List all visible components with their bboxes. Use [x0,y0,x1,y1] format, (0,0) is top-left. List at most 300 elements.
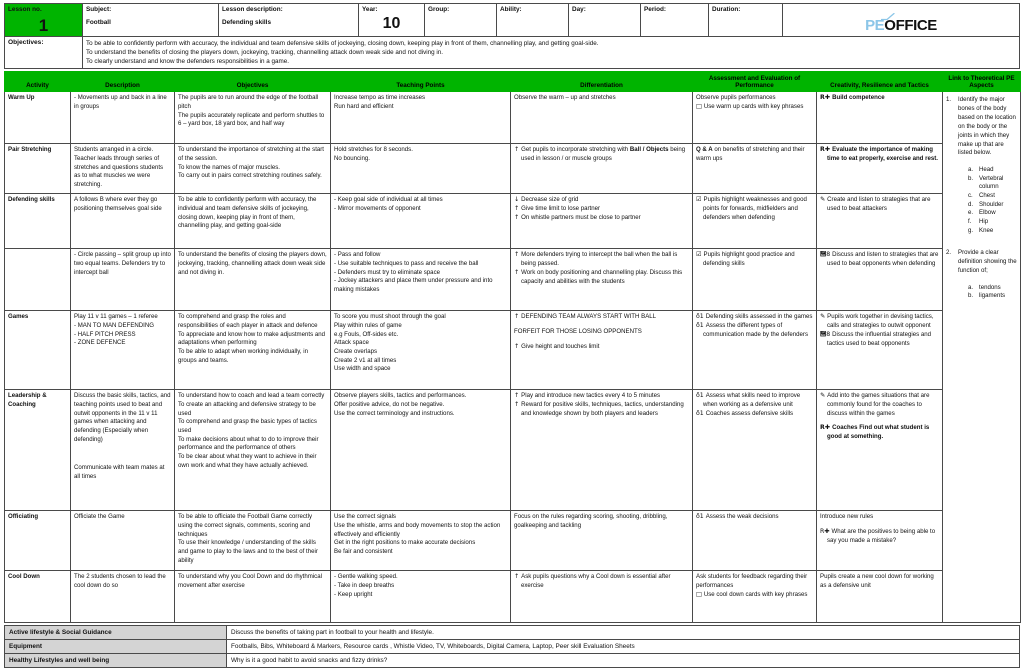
eye-icon: ὄ1 [696,313,706,321]
pencil-icon: ✎ [820,392,828,400]
header-cell-duration[interactable] [709,4,783,37]
objectives-line [178,436,327,453]
objectives-line [178,164,327,173]
creativity-text: Discuss and listen to strategies that are used to beat opponents when defending [827,251,939,268]
theory-item-number: 2. [946,249,952,257]
differentiation-text: FORFEIT FOR THOSE LOSING OPPONENTS [514,328,642,336]
assessment-text: Assess the weak decisions [705,513,779,521]
checkbox-icon: ☑ [696,196,704,204]
up-arrow-icon: ↑ [514,342,522,350]
description-text: The 2 students chosen to lead the cool down do so [74,573,166,590]
assessment-line [696,573,813,590]
description-line [74,464,171,481]
assessment-text: Assess the different types of communication made by the defenders [703,322,809,338]
teaching-text: - Take in deep breaths [334,582,395,590]
creativity-text: What are the positives to being able to say you made a mistake? [827,528,936,544]
speech-bubble-icon: ὞8 [820,330,833,338]
objectives-line [178,392,327,401]
objectives-text: To be able to officiate the Football Game correctly using the correct signals, comments, scoring and techniques [178,513,313,538]
table-row[interactable] [5,571,1021,623]
cell-description[interactable] [71,311,175,390]
teaching-text: Use the correct terminology and instructions. [334,409,455,417]
teaching-line [334,205,507,214]
teaching-text: Increase tempo as time increases [334,94,426,102]
theory-subitem-letter: b. [968,174,974,182]
col-header-assessment: Assessment and Evaluation of Performance [693,72,817,92]
teaching-text: Offer positive advice, do not be negative. [334,401,445,409]
objectives-line [178,112,327,129]
assessment-line [696,322,813,339]
assessment-line [696,146,813,163]
theory-subitem-letter: c. [968,192,973,200]
description-line [74,313,171,322]
cell-activity[interactable] [5,92,71,144]
assessment-text: Ask students for feedback regarding their performances [696,573,808,590]
creativity-text: Pupils work together in devising tactics, calls and strategies to outwit opponent [827,313,934,330]
cell-description[interactable] [71,571,175,623]
eye-icon: ὄ1 [696,513,706,521]
group-label: Group: [428,6,450,13]
theory-subitem-text: Chest [979,192,995,200]
cell-teaching-points[interactable] [331,144,511,194]
cell-creativity[interactable] [817,249,943,311]
objectives-line [178,313,327,330]
assessment-line [696,251,813,268]
creativity-line [820,196,939,213]
theory-item [946,96,1017,158]
teaching-line [334,269,507,278]
theory-spacer [946,235,1017,249]
cell-teaching-points[interactable] [331,571,511,623]
assessment-text: Use cool down cards with key phrases [703,590,808,598]
cell-description[interactable] [71,194,175,249]
up-arrow-icon: ↑ [514,205,522,213]
theory-subitem-text: Hip [979,218,989,226]
teaching-line [334,591,507,600]
differentiation-text: Reward for positive skills, techniques, tactics, understanding and knowledge shown by both players and leaders [521,401,684,417]
creativity-line [820,94,939,103]
theory-subitem-text: tendons [979,283,1001,291]
objective-line-2: To understand the benefits of closing the players down, jockeying, tracking, channelling attack down weak side and not diving in. [86,49,444,57]
objectives-text: To understand why you Cool Down and do rhythmical movement after exercise [178,573,322,590]
cell-description[interactable] [71,390,175,511]
emphasis-text: Ball / Objects [629,146,669,154]
cell-creativity[interactable] [817,571,943,623]
day-label: Day: [572,6,586,13]
objectives-text: The pupils accurately replicate and perform shuttles to 6 – yard box, 18 yard box, and half way [178,111,325,128]
differentiation-line [514,196,689,205]
cell-assessment[interactable] [693,144,817,194]
col-header-differentiation: Differentiation [511,72,693,92]
activity-label: Leadership & Coaching [8,392,47,409]
objectives-line [178,331,327,348]
eye-icon: ὄ1 [696,409,706,417]
cell-description[interactable] [71,92,175,144]
assessment-text: Coaches assess defensive skills [705,409,794,417]
teaching-line [334,339,507,348]
group-value [428,14,493,19]
creativity-text: Pupils create a new cool down for working as a defensive unit [820,573,934,590]
lesson-no-value: 1 [38,16,49,35]
cell-differentiation[interactable] [511,92,693,144]
cell-objectives[interactable] [175,249,331,311]
objectives-line [178,146,327,163]
lesson-footer-table [4,625,1020,668]
teaching-text: Create overlaps [334,347,378,355]
theory-subitem [968,284,1017,293]
cell-differentiation[interactable] [511,390,693,511]
theory-item-text: Provide a clear definition showing the function of; [958,249,1017,274]
creativity-line [820,313,939,330]
objectives-line [178,196,327,231]
creativity-text: Discuss the influential strategies and tactics used to beat opponents [827,330,932,347]
objectives-line [178,573,327,590]
theory-subitem-text: ligaments [979,292,1006,300]
objectives-line [178,539,327,565]
creativity-line [820,424,939,441]
theory-item [946,249,1017,275]
up-arrow-icon: ↑ [514,392,522,400]
differentiation-text: Give height and touches limit [521,342,600,350]
assessment-line [696,196,813,222]
differentiation-line [514,205,689,214]
differentiation-line [514,94,689,103]
teaching-line [334,401,507,410]
cell-creativity[interactable] [817,194,943,249]
theory-subitem [968,192,1017,201]
assessment-line [696,410,813,419]
footer-label-active-lifestyle: Active lifestyle & Social Guidance [5,626,227,640]
objectives-text: To be able to confidently perform with accuracy, the individual and team defensive skills of jockeying, closing down, keeping play in front of them, channelling play, and getting goal-side [178,196,317,230]
cell-teaching-points[interactable] [331,311,511,390]
teaching-line [334,260,507,269]
activity-label: Games [8,313,29,321]
description-text: Play 11 v 11 games – 1 referee [74,313,158,321]
cell-teaching-points[interactable] [331,92,511,144]
day-value [572,14,637,19]
cell-activity[interactable] [5,194,71,249]
differentiation-text: Give time limit to lose partner [521,205,601,213]
teaching-line [334,573,507,582]
cell-objectives[interactable] [175,311,331,390]
check-tick-icon [881,13,895,21]
footer-label-equipment: Equipment [5,640,227,654]
activity-label: Defending skills [8,196,55,204]
table-row[interactable] [5,249,1021,311]
objectives-line [178,513,327,539]
header-cell-day[interactable] [569,4,641,37]
cell-activity[interactable] [5,390,71,511]
description-line [74,392,171,444]
differentiation-line [514,401,689,418]
teaching-text: - Keep upright [334,590,373,598]
down-arrow-icon: ↓ [514,196,522,204]
table-row[interactable] [5,144,1021,194]
objectives-row [5,37,1020,69]
objectives-text: To carry out in pairs correct stretching routines safely. [178,172,322,180]
teaching-text: Observe players skills, tactics and performances. [334,392,467,400]
creativity-text: Add into the games situations that are commonly found for the coaches to discuss within the games [827,392,930,417]
col-header-teaching-points: Teaching Points [331,72,511,92]
description-line [74,251,171,277]
up-arrow-icon: ↑ [514,146,522,154]
subject-value: Football [86,19,111,26]
period-value [644,14,705,19]
teaching-text: Be fair and consistent [334,547,393,555]
footer-row-equipment [5,640,1020,654]
cell-description[interactable] [71,249,175,311]
differentiation-line [514,513,689,530]
creativity-text: Coaches Find out what student is good at something. [827,424,930,441]
cell-differentiation[interactable] [511,511,693,571]
creativity-line [820,331,939,348]
theory-subitem-letter: a. [968,283,974,291]
footer-value-equipment: Footballs, Bibs, Whiteboard & Markers, Resource cards , Whistle Video, TV, Whiteboards, Digital Camera, Laptop, Peer skill Evaluation Sheets [227,640,1020,654]
teaching-text: - Jockey attackers and place them under pressure and into making mistakes [334,277,493,293]
cell-assessment[interactable] [693,92,817,144]
objectives-text: The pupils are to run around the edge of the football pitch [178,94,319,111]
eye-icon: ὄ1 [696,322,706,330]
teaching-line [334,365,507,374]
teaching-text: Use the correct signals [334,513,396,521]
differentiation-text: Observe the warm – up and stretches [514,94,616,102]
objectives-line [178,401,327,418]
theory-spacer [946,301,1017,315]
description-text: - HALF PITCH PRESS [74,330,136,338]
teaching-line [334,331,507,340]
cell-creativity[interactable] [817,511,943,571]
cell-objectives[interactable] [175,194,331,249]
cell-assessment[interactable] [693,194,817,249]
differentiation-line [514,392,689,401]
differentiation-text: Ask pupils questions why a Cool down is essential after exercise [521,573,671,590]
teaching-line [334,155,507,164]
differentiation-line [514,313,689,322]
assessment-text: Q & A on benefits of stretching and their warm ups [696,146,805,163]
year-value: 10 [382,15,401,32]
cell-theory-link[interactable] [943,92,1021,623]
teaching-text: To score you must shoot through the goal [334,313,446,321]
peoffice-logo [865,18,937,33]
teaching-text: Hold stretches for 8 seconds. [334,146,413,154]
description-line [74,322,171,331]
assessment-text: Defending skills assessed in the games [705,313,813,321]
theory-subitem-text: Elbow [979,209,996,217]
cell-activity[interactable] [5,571,71,623]
creativity-text: Create and listen to strategies that are used to beat attackers [827,196,931,213]
activity-label: Officiating [8,513,39,521]
assessment-line [696,392,813,409]
cell-objectives[interactable] [175,92,331,144]
objective-line-3: To clearly understand and know the defenders responsibilities in a game. [86,58,290,66]
creativity-line [820,146,939,163]
year-label: Year: [362,6,378,13]
assessment-text: Pupils highlight good practice and defending skills [703,251,795,268]
differentiation-text: Decrease size of grid [521,196,579,204]
cell-differentiation[interactable] [511,311,693,390]
cell-description[interactable] [71,511,175,571]
assessment-line [696,513,813,522]
description-line [74,94,171,111]
lesson-description-value: Defending skills [222,19,272,26]
teaching-line [334,313,507,322]
header-cell-ability[interactable] [497,4,569,37]
teaching-line [334,410,507,419]
resilience-plus-icon: R✚ [820,424,833,432]
cell-teaching-points[interactable] [331,511,511,571]
description-text: A follows B where ever they go positioning themselves goal side [74,196,162,213]
col-header-objectives: Objectives [175,72,331,92]
card-icon: □ [696,103,704,111]
objectives-text: To understand how to coach and lead a team correctly [178,392,325,400]
cell-assessment[interactable] [693,390,817,511]
cell-assessment[interactable] [693,571,817,623]
cell-teaching-points[interactable] [331,390,511,511]
differentiation-line [514,251,689,268]
differentiation-text: More defenders trying to intercept the ball when the ball is being passed. [521,251,678,268]
header-cell-year[interactable] [359,4,425,37]
differentiation-line [514,269,689,286]
logo-pe-text: PE [865,16,885,34]
table-row[interactable] [5,511,1021,571]
cell-objectives[interactable] [175,390,331,511]
objectives-text: To create an attacking and defensive strategy to be used [178,401,316,417]
assessment-text: Observe pupils performances [696,94,776,102]
objectives-line [178,348,327,365]
description-line [74,196,171,213]
teaching-text: - Mirror movements of opponent [334,205,421,213]
teaching-line [334,94,507,103]
theory-subitem [968,292,1017,301]
theory-subitem [968,227,1017,236]
header-cell-lesson-description[interactable] [219,4,359,37]
cell-differentiation[interactable] [511,144,693,194]
theory-item-text: Identify the major bones of the body based on the location on the body or the joints in which they make up that are listed below. [958,96,1016,157]
up-arrow-icon: ↑ [514,268,522,276]
speech-bubble-icon: ὞8 [820,251,833,259]
cell-objectives[interactable] [175,571,331,623]
cell-creativity[interactable] [817,92,943,144]
description-text: - MAN TO MAN DEFENDING [74,322,155,330]
resilience-plus-icon: R✚ [820,94,833,102]
cell-teaching-points[interactable] [331,194,511,249]
description-text: - Movements up and back in a line in groups [74,94,167,111]
teaching-text: Run hard and efficient [334,103,394,111]
cell-creativity[interactable] [817,390,943,511]
cell-creativity[interactable] [817,144,943,194]
table-row[interactable] [5,311,1021,390]
resilience-plus-icon: R✚ [820,146,833,154]
subject-label: Subject: [86,6,112,13]
differentiation-text: DEFENDING TEAM ALWAYS START WITH BALL [521,313,657,321]
cell-objectives[interactable] [175,511,331,571]
objectives-text: To appreciate and know how to make adjustments and adaptations when performing [178,330,326,347]
objectives-line [178,172,327,181]
header-cell-lesson-no[interactable] [5,4,83,37]
creativity-line [820,392,939,418]
teaching-line [334,322,507,331]
cell-activity[interactable] [5,511,71,571]
differentiation-text: Work on body positioning and channelling play. Discuss this capacity and abilities with the students [521,268,683,285]
description-text: - ZONE DEFENCE [74,339,126,347]
header-cell-group[interactable] [425,4,497,37]
objectives-label: Objectives: [5,37,83,69]
cell-activity[interactable] [5,144,71,194]
objectives-text: To make decisions about what to do to improve their performance and the performance of others [178,435,319,452]
header-row [5,4,1020,37]
theory-subitem-letter: g. [968,226,974,234]
theory-item-number: 1. [946,96,952,104]
teaching-line [334,522,507,539]
cell-activity[interactable] [5,249,71,311]
cell-assessment[interactable] [693,311,817,390]
theory-subitem-letter: a. [968,166,974,174]
col-header-theory-link: Link to Theoretical PE Aspects [943,72,1021,92]
up-arrow-icon: ↑ [514,573,522,581]
up-arrow-icon: ↑ [514,401,522,409]
objective-line-1: To be able to confidently perform with accuracy, the individual and team defensive skills of jockeying, closing down, keeping play in front of them, channelling play, and getting goal-side. [86,40,599,47]
creativity-text: Evaluate the importance of making time to eat properly, exercise and rest. [827,146,938,163]
cell-teaching-points[interactable] [331,249,511,311]
cell-objectives[interactable] [175,144,331,194]
table-row[interactable] [5,194,1021,249]
teaching-text: e.g Fouls, Off-sides etc. [334,330,399,338]
objectives-line [178,453,327,470]
header-cell-subject[interactable] [83,4,219,37]
cell-differentiation[interactable] [511,249,693,311]
teaching-line [334,103,507,112]
teaching-text: - Pass and follow [334,251,381,259]
cell-differentiation[interactable] [511,571,693,623]
objectives-text: To understand the importance of stretching at the start of the session. [178,146,324,163]
activity-label: Cool Down [8,573,40,581]
theory-subitem-letter: e. [968,209,974,217]
pencil-icon: ✎ [820,313,828,321]
cell-activity[interactable] [5,311,71,390]
teaching-text: Use width and space [334,365,391,373]
cell-assessment[interactable] [693,249,817,311]
table-row[interactable] [5,92,1021,144]
duration-value [712,14,779,19]
description-text: Discuss the basic skills, tactics, and teaching points used to beat and outwit opponents in the 11 v 11 games when attacking and defending (Especially when defending) [74,392,171,443]
teaching-line [334,539,507,548]
description-line [74,339,171,348]
cell-assessment[interactable] [693,511,817,571]
header-cell-period[interactable] [641,4,709,37]
description-line [74,513,171,522]
table-row[interactable] [5,390,1021,511]
teaching-line [334,513,507,522]
teaching-text: - Keep goal side of individual at all times [334,196,443,204]
cell-description[interactable] [71,144,175,194]
objectives-line [178,418,327,435]
checkbox-icon: ☑ [696,251,704,259]
cell-differentiation[interactable] [511,194,693,249]
col-header-activity: Activity [5,72,71,92]
cell-creativity[interactable] [817,311,943,390]
assessment-line [696,94,813,103]
teaching-text: Attack space [334,339,369,347]
ability-value [500,14,565,19]
description-line [74,331,171,340]
teaching-text: Get in the right positions to make accurate decisions [334,539,476,547]
description-line [74,573,171,590]
description-line [74,146,171,189]
activity-rows-body [5,92,1021,623]
objectives-text: To comprehend and grasp the basic types of tactics used [178,418,317,434]
teaching-text: No bouncing. [334,155,370,163]
description-text: Students arranged in a circle. Teacher leads through series of stretches and questions students as to what muscles we were stretching. [74,146,164,188]
